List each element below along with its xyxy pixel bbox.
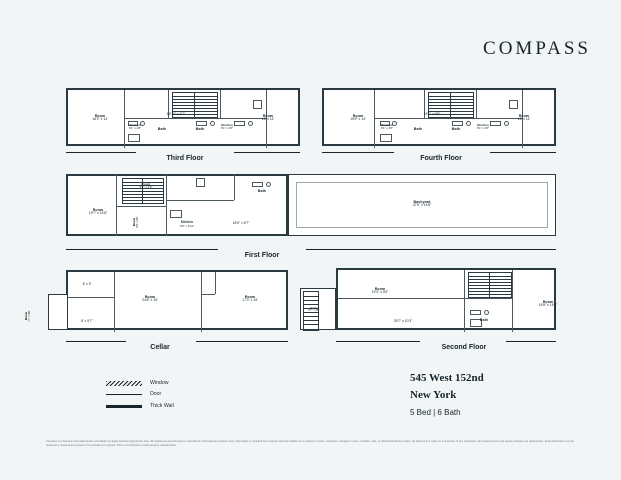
room-label: Bath — [479, 318, 489, 322]
room-label: Room 18'3" x 14' — [92, 114, 108, 122]
listing-specs: 5 Bed | 6 Bath — [410, 408, 461, 417]
floor-label-first: First Floor — [244, 252, 280, 259]
room-label: Room 9'4" x 3'9" — [132, 216, 139, 228]
room-label: Room 7'7" x 3'8" — [24, 310, 31, 322]
room-label: Room 15'9" x 14' — [350, 114, 366, 122]
room-label: Room 9'9" x 4'6" — [139, 182, 153, 190]
legend-window-label: Window — [150, 380, 169, 386]
room-label: Kitchen 9'1" x 4'6" — [128, 123, 142, 131]
room-label: Kitchen 9'1" x 4'6" — [476, 123, 490, 131]
room-label: 18'10" x 6'7" — [166, 112, 186, 116]
room-label: Entry 5'7" x 4'5" — [308, 306, 320, 313]
room-label: Room 19'7" x 14'8" — [88, 208, 108, 216]
legend-thickwall-swatch — [106, 405, 142, 408]
floor-label-third: Third Floor — [166, 155, 204, 162]
legend-window-swatch — [106, 381, 142, 386]
room-label: Room 16' x 14' — [517, 114, 531, 122]
floor-label-cellar: Cellar — [150, 344, 170, 351]
room-label: Backyard 37'6" x 14'8" — [412, 200, 432, 208]
stair-second — [468, 272, 512, 298]
room-label: 8' x 9' — [82, 282, 92, 286]
room-label: Room 16' x 14' — [261, 114, 275, 122]
room-label: Bath — [157, 127, 167, 131]
room-label: 18'6" x 6'9" — [423, 112, 441, 116]
room-label: Kitchen 9'5" x 5'11" — [179, 220, 195, 228]
room-label: Room 19'3" x 9'6" — [371, 287, 389, 295]
room-label: Bath — [413, 127, 423, 131]
listing-address-line1: 545 West 152nd — [410, 372, 484, 384]
room-label: 25'7" x 10'3" — [393, 319, 413, 323]
room-label: Room 24'8" x 15' — [142, 295, 158, 303]
room-label: Room 17'3" x 15' — [242, 295, 258, 303]
room-label: Bath — [195, 127, 205, 131]
room-label: Kitchen 9'1" x 4'6" — [220, 123, 234, 131]
legend-thickwall-label: Thick Wall — [150, 403, 174, 409]
room-label: Kitchen 9'1" x 4'6" — [380, 123, 394, 131]
disclaimer-text: Compass is a licensed real estate broker and abides by Equal Housing Opportunity laws. All material presented herein is intended for informational purposes only. Information is compiled from sources deemed reliable but is subject to errors, omissions, changes in price, condition, sale, or withdrawal without notice. No statement is made as to accuracy of any description. All measurements and square footages are approximate. Exact dimensions can be obtained by retaining the services of an architect or engineer. This is not intended to solicit property already listed. — [46, 440, 574, 447]
room-label: 8' x 5'7" — [81, 319, 93, 323]
room-label: Bath — [451, 127, 461, 131]
plan-second-floor — [336, 268, 556, 330]
room-label: Bath — [257, 189, 267, 193]
cellar-stair-strip — [48, 294, 68, 330]
listing-address-line2: New York — [410, 389, 457, 401]
legend-door-swatch — [106, 394, 142, 395]
room-label: Room 16'5" x 14'9" — [538, 300, 558, 308]
floor-label-second: Second Floor — [441, 344, 487, 351]
room-label: 18'5" x 8'7" — [232, 221, 250, 225]
floor-label-fourth: Fourth Floor — [420, 155, 462, 162]
legend-door-label: Door — [150, 391, 162, 397]
compass-logo: COMPASS — [483, 38, 591, 59]
